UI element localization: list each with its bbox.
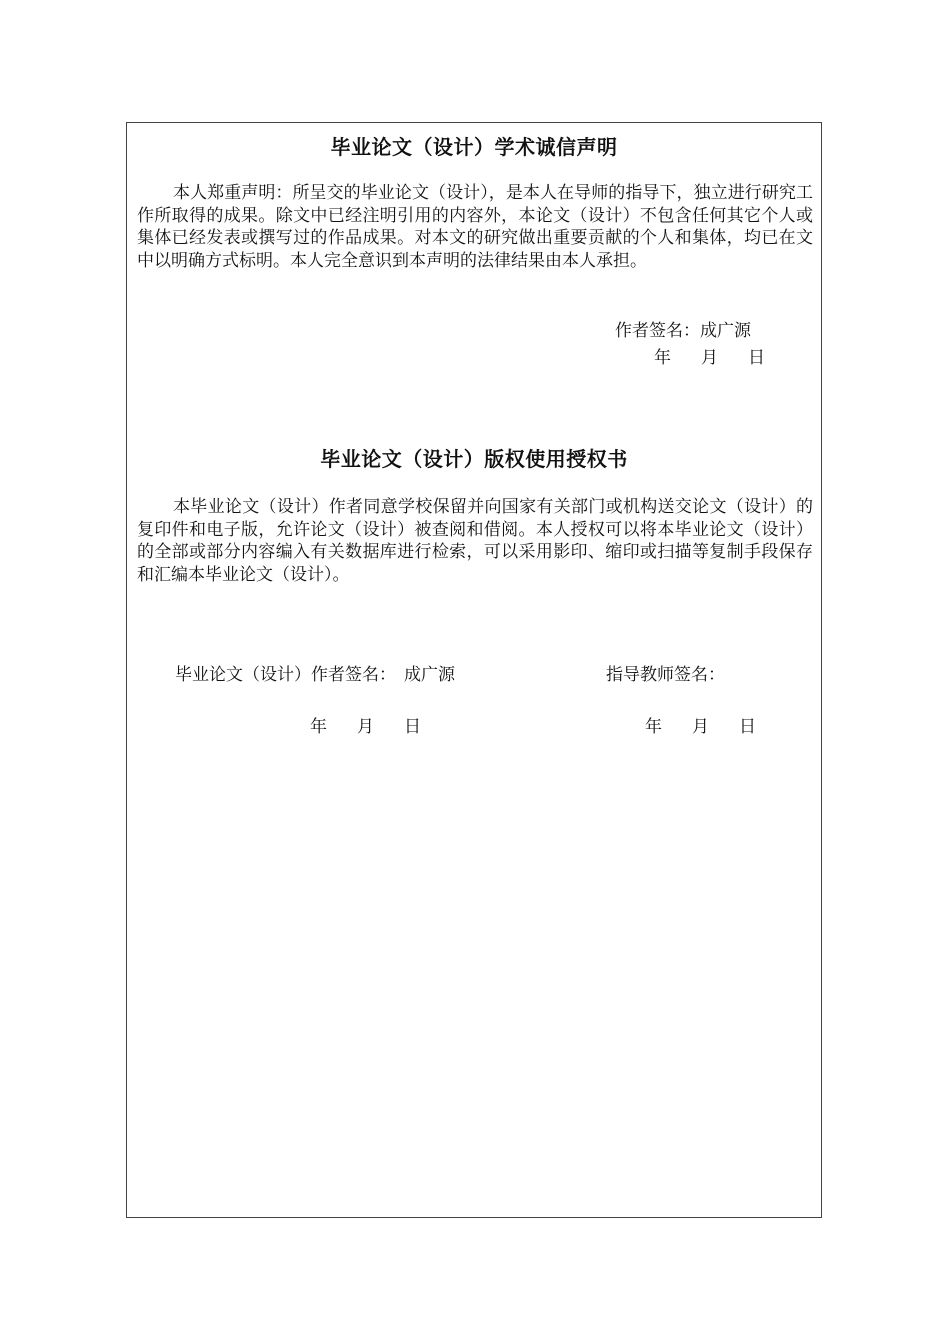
author-signature-line xyxy=(175,660,455,685)
author-date-day: 日 xyxy=(404,717,421,737)
author-date xyxy=(310,712,421,737)
declaration-frame xyxy=(126,122,822,1218)
advisor-signature-line xyxy=(606,660,725,685)
integrity-date-day: 日 xyxy=(748,348,765,368)
advisor-date-day: 日 xyxy=(739,717,756,737)
integrity-date-month: 月 xyxy=(701,348,718,368)
advisor-date-month: 月 xyxy=(692,717,709,737)
integrity-body: 本人郑重声明：所呈交的毕业论文（设计），是本人在导师的指导下，独立进行研究工作所取得的成果。除文中已经注明引用的内容外，本论文（设计）不包含任何其它个人或集体已经发表或撰写过的作品成果。对本文的研究做出重要贡献的个人和集体，均已在文中以明确方式标明。本人完全意识到本声明的法律结果由本人承担。 xyxy=(137,183,813,271)
advisor-date-year: 年 xyxy=(645,717,662,737)
integrity-signature-label: 作者签名： xyxy=(615,321,700,341)
integrity-date xyxy=(654,343,765,368)
author-date-month: 月 xyxy=(357,717,374,737)
author-date-year: 年 xyxy=(310,717,327,737)
integrity-date-year: 年 xyxy=(654,348,671,368)
integrity-signature-line xyxy=(615,316,751,341)
author-signature-name: 成广源 xyxy=(404,665,455,685)
copyright-title: 毕业论文（设计）版权使用授权书 xyxy=(320,447,628,471)
advisor-signature-label: 指导教师签名： xyxy=(606,665,725,685)
integrity-title: 毕业论文（设计）学术诚信声明 xyxy=(330,135,618,159)
integrity-signature-name: 成广源 xyxy=(700,321,751,341)
advisor-date xyxy=(645,712,756,737)
copyright-body: 本毕业论文（设计）作者同意学校保留并向国家有关部门或机构送交论文（设计）的复印件和电子版，允许论文（设计）被查阅和借阅。本人授权可以将本毕业论文（设计）的全部或部分内容编入有关数据库进行检索，可以采用影印、缩印或扫描等复制手段保存和汇编本毕业论文（设计）。 xyxy=(137,497,813,585)
author-signature-label: 毕业论文（设计）作者签名： xyxy=(175,665,396,685)
